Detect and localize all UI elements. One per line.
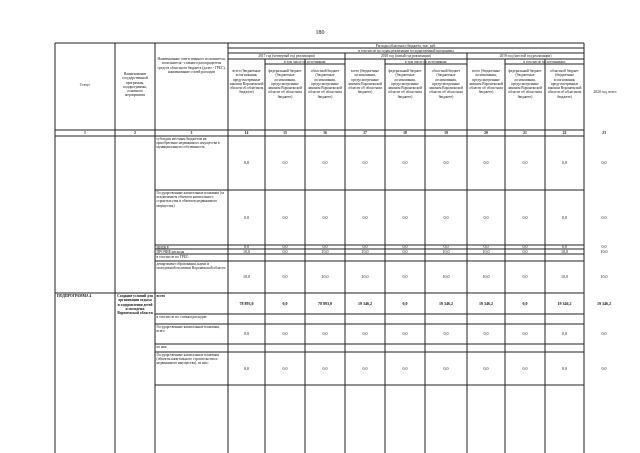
header-program-name: Наименование государственной программы, подпрограммы, основного мероприятия [122, 72, 148, 98]
row-value [265, 316, 305, 322]
row-value: 0,0 [483, 365, 489, 371]
row-value: 0,0 [282, 331, 288, 336]
column-number: 16 [323, 130, 327, 135]
row-source-label: всего [156, 293, 166, 298]
row-value: 10,0 [243, 274, 250, 279]
header-year-2018: 2018 год (пятый год реализации) [380, 54, 432, 58]
row-value: 0,0 [522, 160, 528, 165]
header-incl-sources: в том числе по источникам: [283, 59, 327, 64]
header-by-years: в том числе по годам реализации государственной программы [358, 48, 454, 53]
row-value: 19 346,2 [557, 300, 572, 306]
row-value [305, 255, 345, 261]
header-regional-2018: областной бюджет (бюджетные ассигнования, предусмотренные законом Воронежской области об областном бюджете) [429, 69, 463, 99]
row-source-label: ПРОЧИЕ расходы [156, 249, 185, 254]
row-value [584, 316, 624, 322]
row-value [584, 345, 624, 351]
row-value: 0,0 [402, 365, 408, 371]
header-incl-sources: в том числе по источникам: [404, 59, 448, 64]
row-value: 0,0 [282, 214, 288, 220]
row-value: 0,0 [402, 160, 408, 165]
row-value: 0,0 [244, 244, 249, 249]
row-value [385, 255, 425, 261]
row-value: 10,0 [243, 248, 250, 254]
row-value [385, 316, 425, 322]
row-value: 10,0 [361, 274, 369, 279]
row-value: 10,0 [321, 248, 329, 254]
row-value [265, 255, 305, 261]
row-value: 10,0 [442, 248, 450, 254]
header-regional-2017: областной бюджет (бюджетные ассигнования, предусмотренные законом Воронежской области об областном бюджете) [308, 69, 342, 99]
row-value [385, 345, 425, 351]
row-value: 0,0 [244, 331, 249, 336]
row-value [545, 345, 584, 351]
row-value [505, 345, 545, 351]
column-number: 18 [403, 130, 407, 135]
row-value: 0,0 [282, 160, 288, 165]
row-source-label: Государственные капитальные вложения, всего [156, 324, 220, 334]
row-value [505, 316, 545, 322]
row-value: 0,0 [522, 248, 528, 254]
row-value [425, 345, 467, 351]
row-source-label: Государственные капитальные вложения (за исключением объектов капитального строительства и объектов недвижимого имущества) [156, 190, 225, 208]
row-value: 10,0 [561, 274, 568, 279]
row-value: 0,0 [362, 331, 368, 336]
row-value: 0,0 [522, 244, 528, 249]
row-value: 0,0 [483, 244, 489, 249]
row-value [305, 316, 345, 322]
row-value: 0,0 [522, 214, 528, 220]
column-number: 14 [244, 130, 249, 135]
row-value: 10,0 [561, 248, 568, 254]
row-value: 78 893,0 [318, 300, 332, 306]
column-number: 17 [363, 130, 367, 135]
row-value: 0,0 [402, 248, 408, 254]
row-value: 0,0 [601, 365, 607, 371]
column-number: 15 [283, 130, 287, 135]
row-value: 0,0 [601, 160, 607, 165]
row-value: 0,0 [443, 214, 449, 220]
row-value: 0,0 [562, 214, 567, 220]
row-source-label: НИОКР [156, 245, 169, 250]
column-number: 3 [190, 130, 193, 135]
row-program-name: Создание условий для организации отдыха и оздоровления детей и молодежи Воронежской области [117, 294, 153, 316]
row-value [584, 255, 624, 261]
header-total-2018: всего (бюджетные ассигнования, предусмотренные законом Воронежской области об областном бюджете) [348, 69, 382, 95]
row-value: 0,0 [322, 244, 328, 249]
row-value: 19 346,2 [597, 300, 611, 306]
row-value: 0,0 [362, 214, 368, 220]
column-number: 2 [134, 130, 136, 135]
header-source-name: Наименование ответственного исполнителя, исполнителя - главного распорядителя средств областного бюджета (далее - ГРБС), наименование статей расходов [157, 57, 226, 74]
row-value: 0,0 [483, 331, 489, 336]
header-total-2019: всего (бюджетные ассигнования, предусмотренные законом Воронежской области об областном бюджете) [469, 69, 503, 95]
row-value: 10,0 [482, 274, 490, 279]
column-number: 19 [444, 130, 448, 135]
row-value: 0,0 [244, 365, 249, 371]
row-value: 0,0 [362, 244, 368, 249]
row-value: 0,0 [601, 244, 607, 249]
row-value [228, 345, 265, 351]
row-value [545, 255, 584, 261]
row-value [467, 255, 505, 261]
row-value [345, 316, 385, 322]
row-value: 0,0 [601, 214, 607, 220]
row-value: 10,0 [482, 248, 490, 254]
row-value: 0,0 [322, 365, 328, 371]
row-source-label: субсидии местным бюджетам на приобретение недвижимого имущества в муниципальную собственность [156, 136, 220, 150]
row-value: 0,0 [522, 365, 528, 371]
row-value: 0,0 [562, 365, 567, 371]
header-incl-sources: в том числе по источникам: [523, 59, 566, 64]
row-value: 0,0 [483, 214, 489, 220]
row-value: 19 346,2 [479, 300, 493, 306]
row-value: 0,0 [443, 160, 449, 165]
row-value: 0,0 [562, 160, 567, 165]
row-value: 0,0 [322, 331, 328, 336]
row-value [425, 316, 467, 322]
row-value: 0,0 [443, 365, 449, 371]
row-value [228, 316, 265, 322]
row-value [345, 345, 385, 351]
row-value: 0,0 [362, 365, 368, 371]
row-value: 10,0 [442, 274, 450, 279]
row-source-label: из них: [156, 344, 168, 349]
row-value: 78 893,0 [239, 300, 254, 306]
column-number: 21 [523, 130, 527, 135]
row-value: 19 346,2 [358, 300, 372, 306]
row-value: 0,0 [522, 331, 528, 336]
row-value [425, 255, 467, 261]
row-value: 0,0 [282, 244, 288, 249]
row-value: 0,0 [562, 244, 567, 249]
row-value [305, 345, 345, 351]
header-regional-2019: областной бюджет (бюджетные ассигнования, предусмотренные законом Воронежской области об областном бюджете) [547, 69, 582, 99]
row-value [228, 255, 265, 261]
row-value: 10,0 [321, 274, 329, 279]
row-value: 0,0 [402, 274, 408, 279]
row-value [467, 316, 505, 322]
row-value: 10,0 [600, 248, 608, 254]
row-value [265, 345, 305, 351]
header-year-2017: 2017 год (четвертый год реализации) [258, 54, 315, 58]
row-value: 0,0 [402, 331, 408, 336]
row-value: 0,0 [402, 244, 408, 249]
row-source-label: в том числе по статьям расходов: [156, 314, 208, 319]
row-value: 0,0 [244, 214, 249, 220]
row-source-label: департамент образования, науки и молодежной политики Воронежской области [156, 261, 226, 271]
row-value: 0,0 [562, 331, 567, 336]
header-2020-total: 2020 год, всего [593, 90, 617, 94]
row-source-label: в том числе по ГРБС: [156, 254, 190, 259]
row-source-label: Государственные капитальные вложения (объекты капитального строительства и недвижимого имущества), из них: [156, 352, 219, 366]
header-expenses: Расходы областного бюджета, тыс. руб. [375, 43, 437, 48]
header-federal-2017: федеральный бюджет (бюджетные ассигнования, предусмотренные законом Воронежской области об областном бюджете) [268, 69, 302, 99]
row-value [505, 255, 545, 261]
row-value [467, 345, 505, 351]
column-number: 20 [484, 130, 488, 135]
column-number: 1 [84, 130, 86, 135]
row-value [545, 316, 584, 322]
header-federal-2018: федеральный бюджет (бюджетные ассигнования, предусмотренные законом Воронежской области об областном бюджете) [388, 69, 422, 99]
header-year-2019: 2019 год (шестой год реализации) [499, 54, 552, 58]
row-value: 10,0 [361, 248, 369, 254]
row-value: 0,0 [402, 214, 408, 220]
row-value: 0,0 [443, 244, 449, 249]
row-value: 0,0 [322, 160, 328, 165]
row-value: 0,0 [244, 160, 249, 165]
row-value: 0,0 [443, 331, 449, 336]
row-value: 0,0 [483, 160, 489, 165]
row-status: ПОДПРОГРАММА 4 [57, 294, 92, 298]
column-number: 22 [562, 130, 567, 135]
header-federal-2019: федеральный бюджет (бюджетные ассигнования, предусмотренные законом Воронежской области об областном бюджете) [508, 69, 542, 99]
row-value: 0,0 [522, 274, 528, 279]
row-value: 0,0 [282, 300, 288, 306]
row-value: 0,0 [522, 300, 528, 306]
row-value: 0,0 [402, 300, 408, 306]
row-value: 0,0 [601, 331, 607, 336]
row-value [345, 255, 385, 261]
header-status: Статус [79, 83, 91, 87]
row-value: 19 346,2 [439, 300, 453, 306]
row-value: 0,0 [362, 160, 368, 165]
row-value: 0,0 [322, 214, 328, 220]
column-number: 23 [602, 130, 606, 135]
page-number: 180 [315, 30, 325, 36]
row-value: 0,0 [282, 274, 288, 279]
row-value: 10,0 [600, 274, 608, 279]
row-value: 0,0 [282, 248, 288, 254]
row-value: 0,0 [282, 365, 288, 371]
header-total-2017: всего (бюджетные ассигнования, предусмотренные законом Воронежской области об областном бюджете) [229, 69, 264, 95]
